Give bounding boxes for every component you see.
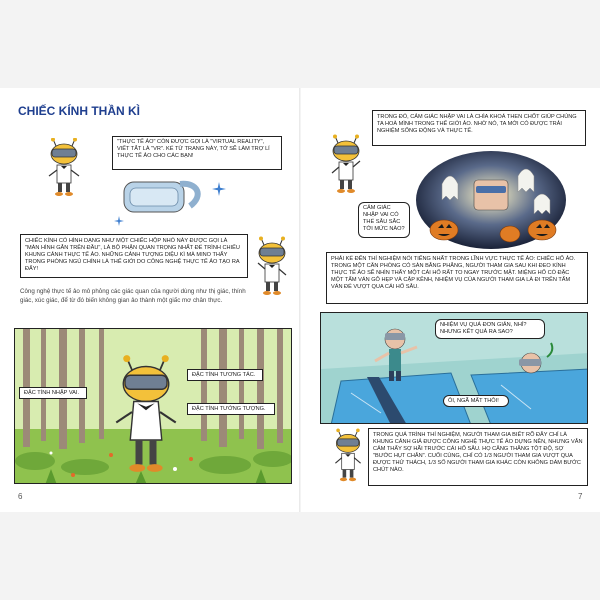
sparkle-icon <box>114 216 124 226</box>
speech-bubble-mission: NHIỆM VỤ QUÁ ĐƠN GIẢN, NHỈ? NHƯNG KẾT QUẢ RA SAO? <box>435 319 545 339</box>
haunted-house-scene-illustration <box>414 150 568 250</box>
speech-bubble-imagination: ĐẶC TÍNH TƯỞNG TƯỢNG. <box>187 403 275 415</box>
speech-bubble-immersion: ĐẶC TÍNH NHẬP VAI. <box>19 387 87 399</box>
speech-bubble-vr-intro: "THỰC TẾ ẢO" CÒN ĐƯỢC GỌI LÀ "VIRTUAL REALITY", VIẾT TẮT LÀ "VR". KỂ TỪ TRANG NÀY, TỚ SẼ LÀM TRỢ LÍ THỰC TẾ ẢO CHO CÁC BẠN! <box>112 136 282 170</box>
book-gutter <box>299 88 301 512</box>
book-spread <box>0 88 600 512</box>
page-number-left: 6 <box>18 492 23 501</box>
speech-bubble-question: CẢM GIÁC NHẬP VAI CÓ THỂ SÂU SẮC TỚI MỨC NÀO? <box>358 202 410 238</box>
forest-panel <box>14 328 292 484</box>
virtual-pit-panel <box>320 312 588 424</box>
robot-mascot-illustration <box>330 428 366 484</box>
robot-mascot-illustration <box>326 134 366 196</box>
speech-bubble-interaction: ĐẶC TÍNH TƯƠNG TÁC. <box>187 369 263 381</box>
robot-mascot-illustration <box>44 138 84 198</box>
sparkle-icon <box>212 182 226 196</box>
vr-headset-illustration <box>120 174 206 220</box>
page-number-right: 7 <box>578 492 583 501</box>
caption-box-headset: CHIẾC KÍNH CÓ HÌNH DẠNG NHƯ MỘT CHIẾC HỘP NHỎ NÀY ĐƯỢC GỌI LÀ "MÀN HÌNH GẮN TRÊN ĐẦU", LÀ BỘ PHẬN QUAN TRỌNG NHẤT ĐỂ TRÌNH CHIẾU KHUNG CẢNH THỰC TẾ ẢO. NHỮNG CẢNH TƯỢNG DIỆU KÌ MÀ MINO THẤY TRONG PHÒNG NGỦ CHÍNH LÀ THẾ GIỚI DO CÔNG NGHỆ THỰC TẾ ẢO TẠO RA ĐẤY! <box>20 234 248 278</box>
caption-box-virtual-pit: PHẢI KỂ ĐẾN THÍ NGHIỆM NỔI TIẾNG NHẤT TRONG LĨNH VỰC THỰC TẾ ẢO: CHIẾC HỐ ẢO. TRONG MỘT CĂN PHÒNG CÓ SÀN BẰNG PHẲNG, NGƯỜI THAM GIA SAU KHI ĐEO KÍNH THỰC TẾ ẢO SẼ NHÌN THẤY MỘT CÁI HỐ RẤT TO NGAY TRƯỚC MẶT. MIỆNG HỐ CÓ ĐẶC MỘT TẤM VÁN GỖ HẸP VÀ CẬP KÊNH, NHIỆM VỤ CỦA NGƯỜI THAM GIA LÀ ĐI TRÊN TẤM VÁN ĐỂ VƯỢT QUA CÁI HỐ SÂU. <box>326 252 588 304</box>
robot-mascot-illustration <box>252 236 292 298</box>
body-paragraph: Công nghệ thực tế ảo mô phỏng các giác quan của người dùng như thị giác, thính giác, xúc giác, để từ đó biến không gian ảo thành một giấc mơ chân thực. <box>20 288 246 304</box>
speech-bubble-fall: ÔI, NGÃ MẤT THÔI! <box>443 395 509 407</box>
caption-box-experiment-result: TRONG QUÁ TRÌNH THÍ NGHIỆM, NGƯỜI THAM GIA BIẾT RÕ ĐÂY CHỈ LÀ KHUNG CẢNH GIẢ ĐƯỢC CÔNG NGHỆ THỰC TẾ ẢO DỰNG NÊN, NHƯNG VẪN CẢM THẤY SỢ HÃI TRƯỚC CÁI HỐ SÂU. HỌ CĂNG THẲNG TỘT ĐỘ, SỢ "BƯỚC HỤT CHÂN". CUỐI CÙNG, CHỈ CÓ 1/3 NGƯỜI THAM GIA VƯỢT QUA ĐƯỢC THỬ THÁCH, 1/3 SỐ NGƯỜI THAM GIA KHÁC CÒN KHÔNG DÁM BƯỚC CHÚT NÀO. <box>368 428 588 486</box>
caption-box-immersion: TRONG ĐÓ, CẢM GIÁC NHẬP VAI LÀ CHÌA KHOÁ THEN CHỐT GIÚP CHÚNG TA HOÀ MÌNH TRONG THẾ GIỚI ẢO. NHỜ NÓ, TA MỚI CÓ ĐƯỢC TRẢI NGHIỆM SỐNG ĐỘNG VÀ THỰC TẾ. <box>372 110 586 146</box>
page-title: CHIẾC KÍNH THẦN KÌ <box>18 104 140 118</box>
robot-mascot-illustration <box>111 355 181 483</box>
